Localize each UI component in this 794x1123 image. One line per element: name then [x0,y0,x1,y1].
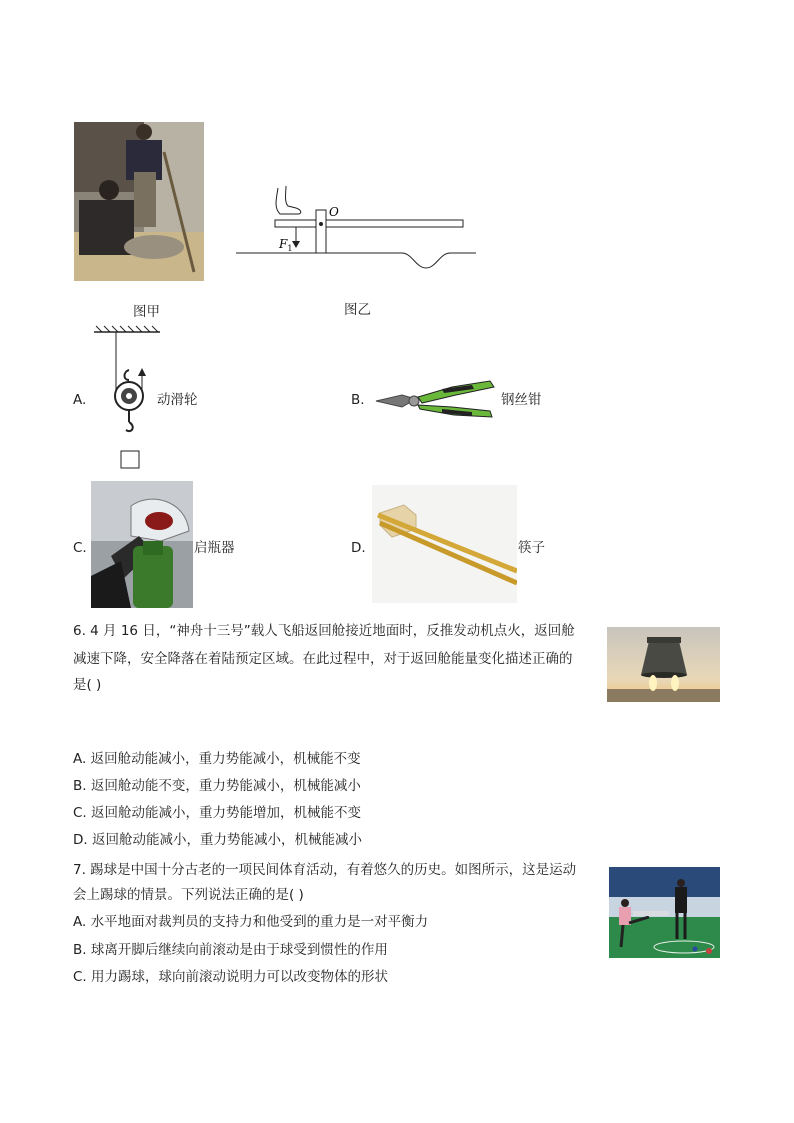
q6-line3: 是( ) [73,677,102,693]
pliers-figure [372,377,497,421]
q7-line2: 会上踢球的情景。下列说法正确的是( ) [73,887,304,903]
q7-option-c: C. 用力踢球，球向前滚动说明力可以改变物体的形状 [73,969,389,985]
option-c-letter: C. [73,540,87,556]
q6-option-c: C. 返回舱动能减小，重力势能增加，机械能不变 [73,805,362,821]
option-a-letter: A. [73,392,87,408]
option-d-label: 筷子 [518,540,545,556]
caption-jia: 图甲 [133,304,160,320]
q6-option-a: A. 返回舱动能减小，重力势能减小，机械能不变 [73,751,361,767]
pulley-figure [92,324,162,470]
figure-yi-diagram [230,180,490,275]
q7-option-a: A. 水平地面对裁判员的支持力和他受到的重力是一对平衡力 [73,914,429,930]
q6-line2: 减速下降，安全降落在着陆预定区域。在此过程中，对于返回舱能量变化描述正确的 [73,651,573,667]
q7-option-b: B. 球离开脚后继续向前滚动是由于球受到惯性的作用 [73,942,388,958]
q6-line1: 6. 4 月 16 日，“神舟十三号”载人飞船返回舱接近地面时，反推发动机点火，返回舱 [73,623,575,639]
label-f1: $F_1$ [279,237,293,253]
q7-line1: 7. 踢球是中国十分古老的一项民间体育活动，有着悠久的历史。如图所示，这是运动 [73,862,577,878]
option-b-letter: B. [351,392,365,408]
option-c-label: 启瓶器 [194,540,235,556]
option-d-letter: D. [351,540,366,556]
option-a-label: 动滑轮 [157,392,198,408]
q6-option-d: D. 返回舱动能减小，重力势能减小，机械能减小 [73,832,362,848]
figure-jia-photo [74,122,204,281]
q6-option-b: B. 返回舱动能不变，重力势能减小，机械能减小 [73,778,361,794]
return-capsule-photo [607,627,720,702]
bottle-opener-photo [91,481,193,608]
label-o: O [329,205,339,219]
option-b-label: 钢丝钳 [501,392,542,408]
caption-yi: 图乙 [344,302,371,318]
chopsticks-photo [372,485,517,603]
kicking-ball-photo [609,867,720,958]
